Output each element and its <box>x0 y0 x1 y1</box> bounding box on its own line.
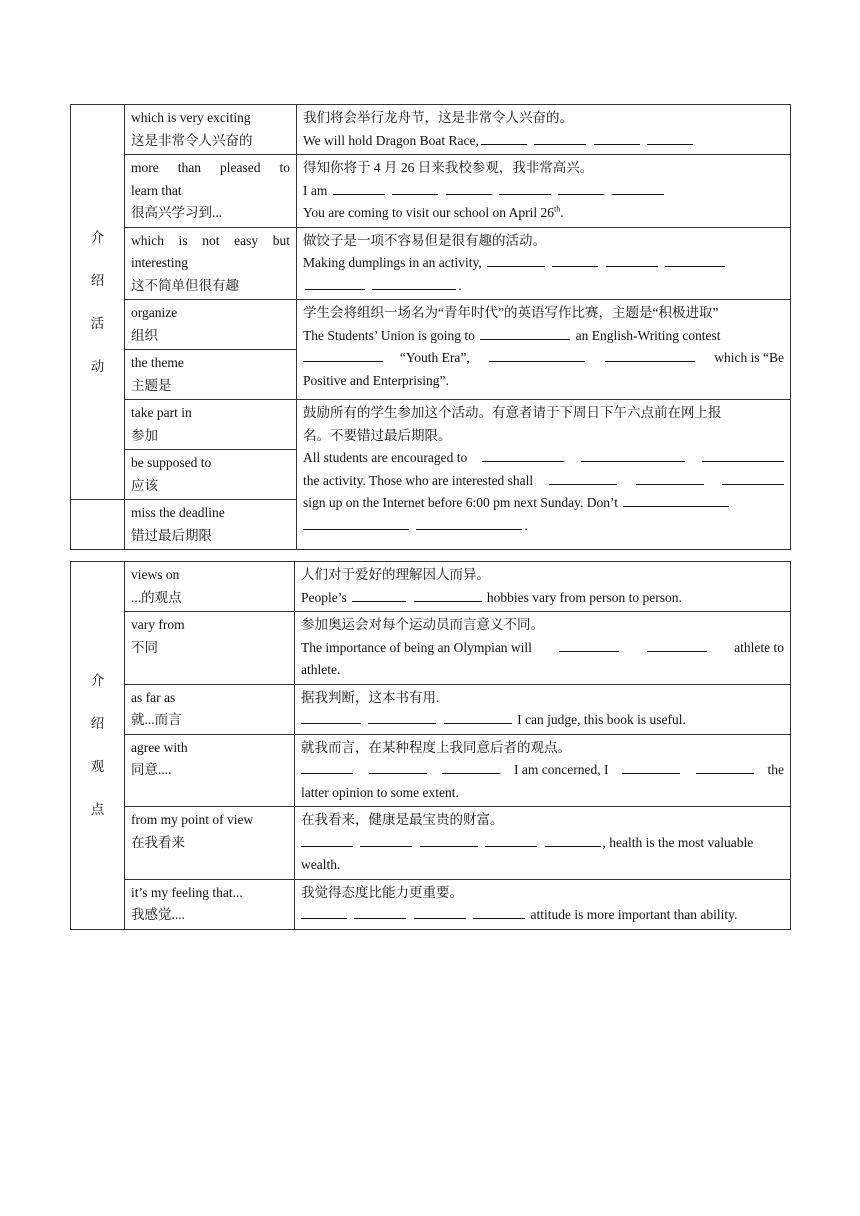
answer-blank[interactable] <box>552 252 598 267</box>
answer-blank[interactable] <box>301 904 347 919</box>
phrase-cell <box>125 807 295 880</box>
example-en: “Youth Era”, <box>399 350 470 365</box>
answer-blank[interactable] <box>372 275 456 290</box>
activity-phrases-table <box>70 104 791 550</box>
example-en: I can judge, this book is useful. <box>517 712 686 727</box>
table-row <box>71 562 791 612</box>
example-cell <box>295 807 791 880</box>
phrase-zh: 在我看来 <box>131 834 185 850</box>
phrase-en: which is very exciting <box>131 110 251 125</box>
answer-blank[interactable] <box>301 832 353 847</box>
example-zh: 鼓励所有的学生参加这个活动。有意者请于下周日下午六点前在网上报 <box>303 405 722 420</box>
example-cell <box>297 400 791 550</box>
answer-blank[interactable] <box>416 515 522 530</box>
answer-blank[interactable] <box>303 347 383 362</box>
example-cell <box>295 734 791 807</box>
example-cell <box>295 562 791 612</box>
phrase-en: as far as <box>131 689 176 705</box>
example-en-line <box>303 202 784 225</box>
example-en: the activity. Those who are interested shall <box>303 472 534 488</box>
phrase-cell <box>125 684 295 734</box>
example-en: I am concerned, I <box>514 762 609 777</box>
category-char: 观 <box>90 759 105 775</box>
example-en: All students are encouraged to <box>303 450 468 465</box>
opinion-phrases-table <box>70 561 791 930</box>
table-row <box>71 227 791 300</box>
answer-blank[interactable] <box>558 180 604 195</box>
phrase-zh: 错过最后期限 <box>131 527 212 543</box>
phrase-zh: 这是非常令人兴奋的 <box>131 132 253 148</box>
answer-blank[interactable] <box>702 447 784 462</box>
table-row <box>71 300 791 350</box>
phrase-zh: 主题是 <box>131 377 172 393</box>
answer-blank[interactable] <box>333 180 385 195</box>
answer-blank[interactable] <box>301 709 361 724</box>
answer-blank[interactable] <box>647 637 707 652</box>
example-en: an English-Writing contest <box>575 327 721 343</box>
example-zh: 就我而言，在某种程度上我同意后者的观点。 <box>301 739 571 755</box>
category-char: 活 <box>90 316 105 331</box>
phrase-en: miss the deadline <box>131 505 225 520</box>
phrase-en: be supposed to <box>131 455 212 470</box>
table-row <box>71 400 791 450</box>
example-zh: 得知你将于 4 月 26 日来我校参观，我非常高兴。 <box>303 160 594 175</box>
answer-blank[interactable] <box>499 180 551 195</box>
answer-blank[interactable] <box>420 832 478 847</box>
phrase-en: learn that <box>131 182 182 198</box>
phrase-en: organize <box>131 305 178 320</box>
answer-blank[interactable] <box>303 515 409 530</box>
example-zh: 参加奥运会对每个运动员而言意义不同。 <box>301 617 544 632</box>
example-en: . <box>458 277 462 293</box>
category-char: 点 <box>90 802 105 818</box>
table-row <box>71 155 791 228</box>
answer-blank[interactable] <box>722 470 784 485</box>
example-en-line <box>301 904 784 927</box>
example-zh: 名。不要错过最后期限。 <box>303 427 452 443</box>
phrase-en: views on <box>131 567 180 582</box>
example-en-line <box>303 492 784 515</box>
phrase-en: vary from <box>131 617 185 632</box>
category-char: 绍 <box>90 716 105 732</box>
answer-blank[interactable] <box>581 447 685 462</box>
answer-blank[interactable] <box>487 252 545 267</box>
phrase-zh: 不同 <box>131 639 158 655</box>
example-cell <box>297 155 791 228</box>
empty-category-cell <box>71 500 125 550</box>
example-zh: 在我看来，健康是最宝贵的财富。 <box>301 812 504 827</box>
phrase-en: the theme <box>131 355 184 370</box>
table-row <box>71 879 791 929</box>
superscript: th <box>554 204 561 214</box>
answer-blank[interactable] <box>696 759 754 774</box>
phrase-en: more than pleased to <box>131 160 290 175</box>
example-en: athlete. <box>301 662 341 677</box>
phrase-zh: 组织 <box>131 327 158 343</box>
answer-blank[interactable] <box>605 347 695 362</box>
answer-blank[interactable] <box>444 709 512 724</box>
answer-blank[interactable] <box>305 275 365 290</box>
example-en-line <box>303 180 784 203</box>
answer-blank[interactable] <box>369 759 427 774</box>
answer-blank[interactable] <box>481 130 527 145</box>
phrase-zh: 就...而言 <box>131 712 182 727</box>
example-cell <box>297 227 791 300</box>
example-en: , health is the most valuable <box>602 834 754 850</box>
phrase-zh: 同意.... <box>131 762 172 777</box>
answer-blank[interactable] <box>606 252 658 267</box>
example-zh: 我觉得态度比能力更重要。 <box>301 884 463 900</box>
example-en-line <box>303 325 784 348</box>
answer-blank[interactable] <box>549 470 617 485</box>
answer-blank[interactable] <box>622 759 680 774</box>
example-zh: 人们对于爱好的理解因人而异。 <box>301 567 490 582</box>
example-en: the <box>767 762 784 777</box>
answer-blank[interactable] <box>594 130 640 145</box>
example-en: Making dumplings in an activity, <box>303 255 482 270</box>
answer-blank[interactable] <box>301 759 353 774</box>
example-en: sign up on the Internet before 6:00 pm next Sunday. Don’t <box>303 495 618 510</box>
phrase-zh: 很高兴学习到... <box>131 205 223 220</box>
example-en: I am <box>303 182 328 198</box>
answer-blank[interactable] <box>559 637 619 652</box>
phrase-en: from my point of view <box>131 812 254 827</box>
example-en-line <box>303 347 784 370</box>
answer-blank[interactable] <box>647 130 693 145</box>
example-en-line <box>303 447 784 470</box>
example-en-line <box>301 709 784 732</box>
phrase-cell <box>125 612 295 685</box>
answer-blank[interactable] <box>612 180 664 195</box>
phrase-zh: 这不简单但很有趣 <box>131 277 239 293</box>
answer-blank[interactable] <box>368 709 436 724</box>
example-en: attitude is more important than ability. <box>530 907 738 922</box>
category-cell <box>71 562 125 930</box>
example-en-line <box>301 587 784 610</box>
example-en: athlete to <box>734 639 784 655</box>
example-en: People’s <box>301 589 347 605</box>
answer-blank[interactable] <box>360 832 412 847</box>
example-cell <box>295 879 791 929</box>
example-zh: 据我判断，这本书有用. <box>301 689 440 705</box>
example-en-line <box>303 470 784 493</box>
table-row <box>71 807 791 880</box>
table-row <box>71 105 791 155</box>
example-cell <box>297 300 791 400</box>
phrase-en: which is not easy but <box>131 232 290 248</box>
phrase-cell <box>125 400 297 450</box>
example-en: . <box>524 517 528 533</box>
example-en-line <box>303 275 784 298</box>
answer-blank[interactable] <box>473 904 525 919</box>
example-en: The importance of being an Olympian will <box>301 639 532 655</box>
table-row <box>71 612 791 685</box>
answer-blank[interactable] <box>534 130 586 145</box>
example-en: hobbies vary from person to person. <box>486 589 682 605</box>
phrase-cell <box>125 350 297 400</box>
example-en-line <box>303 252 784 275</box>
example-en: We will hold Dragon Boat Race, <box>303 132 479 148</box>
phrase-en: interesting <box>131 255 188 270</box>
phrase-zh: ...的观点 <box>131 589 182 605</box>
answer-blank[interactable] <box>414 904 466 919</box>
phrase-cell <box>125 300 297 350</box>
example-en: which is “Be <box>714 350 784 365</box>
example-en: The Students’ Union is going to <box>303 327 475 343</box>
answer-blank[interactable] <box>636 470 704 485</box>
category-char: 介 <box>90 673 105 689</box>
answer-blank[interactable] <box>545 832 601 847</box>
category-char: 绍 <box>90 273 105 288</box>
example-en-line <box>301 637 784 660</box>
example-en-line <box>301 759 784 782</box>
table-row <box>71 684 791 734</box>
table-row <box>71 734 791 807</box>
example-en-line <box>301 832 784 855</box>
answer-blank[interactable] <box>392 180 438 195</box>
phrase-cell <box>125 227 297 300</box>
phrase-en: it’s my feeling that... <box>131 884 243 900</box>
phrase-zh: 应该 <box>131 477 158 493</box>
answer-blank[interactable] <box>480 325 570 340</box>
answer-blank[interactable] <box>482 447 564 462</box>
answer-blank[interactable] <box>485 832 537 847</box>
category-char: 动 <box>90 359 105 374</box>
phrase-cell <box>125 500 297 550</box>
phrase-zh: 我感觉.... <box>131 907 185 922</box>
example-en-line <box>303 515 784 538</box>
phrase-cell <box>125 562 295 612</box>
phrase-cell <box>125 105 297 155</box>
answer-blank[interactable] <box>665 252 725 267</box>
example-zh: 做饺子是一项不容易但是很有趣的活动。 <box>303 232 546 248</box>
example-cell <box>295 684 791 734</box>
example-en: latter opinion to some extent. <box>301 784 459 800</box>
answer-blank[interactable] <box>446 180 492 195</box>
answer-blank[interactable] <box>623 492 729 507</box>
example-zh: 学生会将组织一场名为“青年时代”的英语写作比赛，主题是“积极进取” <box>303 305 719 320</box>
example-en: You are coming to visit our school on April 26 <box>303 205 554 220</box>
example-en: . <box>560 205 564 220</box>
answer-blank[interactable] <box>442 759 500 774</box>
category-char: 介 <box>90 230 105 245</box>
phrase-cell <box>125 155 297 228</box>
answer-blank[interactable] <box>352 587 406 602</box>
phrase-en: take part in <box>131 405 192 420</box>
phrase-cell <box>125 879 295 929</box>
phrase-en: agree with <box>131 739 188 755</box>
example-en-line <box>303 130 784 153</box>
example-en: wealth. <box>301 857 341 872</box>
phrase-cell <box>125 450 297 500</box>
category-cell <box>71 105 125 500</box>
phrase-cell <box>125 734 295 807</box>
answer-blank[interactable] <box>489 347 585 362</box>
example-en: Positive and Enterprising”. <box>303 372 449 388</box>
example-cell <box>295 612 791 685</box>
example-zh: 我们将会举行龙舟节，这是非常令人兴奋的。 <box>303 110 573 125</box>
example-cell <box>297 105 791 155</box>
phrase-zh: 参加 <box>131 427 158 443</box>
answer-blank[interactable] <box>354 904 406 919</box>
answer-blank[interactable] <box>414 587 482 602</box>
